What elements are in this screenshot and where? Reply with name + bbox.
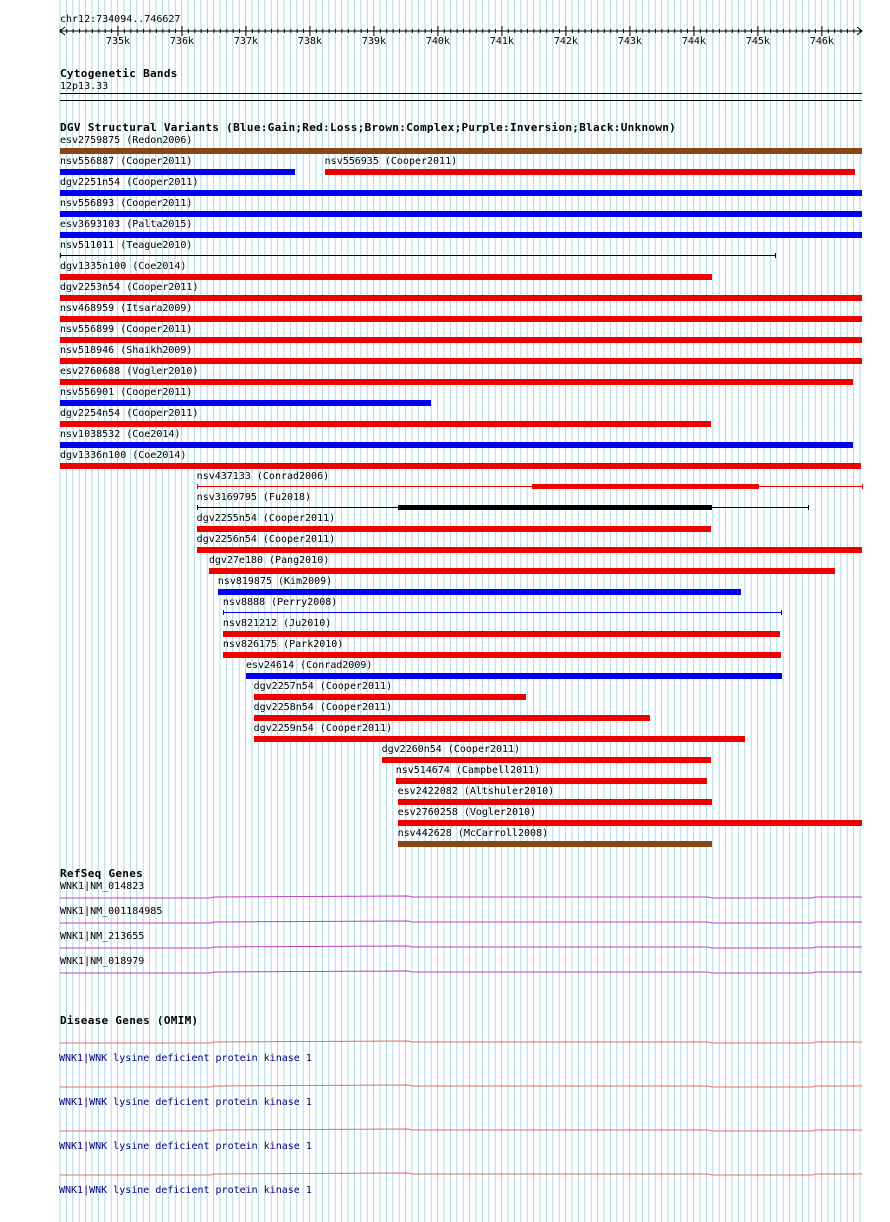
variant-bar[interactable]: [60, 295, 862, 301]
variant-bar[interactable]: [218, 589, 741, 595]
refseq-gene-line-path: [60, 946, 862, 948]
axis-tick-label: 744k: [681, 36, 706, 47]
omim-gene-line[interactable]: [0, 1038, 890, 1046]
variant-bar[interactable]: [60, 442, 853, 448]
variant-bar[interactable]: [209, 568, 835, 574]
refseq-gene-line[interactable]: [0, 943, 890, 951]
variant-bar[interactable]: [223, 631, 780, 637]
variant-bar[interactable]: [60, 379, 853, 385]
cytoband-track-title: Cytogenetic Bands: [60, 67, 178, 80]
refseq-gene-label[interactable]: WNK1|NM_018979: [60, 956, 145, 967]
refseq-gene-line-path: [60, 971, 862, 973]
variant-bar[interactable]: [254, 736, 745, 742]
variant-bar[interactable]: [398, 799, 713, 805]
variant-label[interactable]: nsv556901 (Cooper2011): [60, 387, 193, 398]
variant-label[interactable]: dgv2251n54 (Cooper2011): [60, 177, 199, 188]
variant-label[interactable]: nsv556893 (Cooper2011): [60, 198, 193, 209]
variant-label[interactable]: dgv2253n54 (Cooper2011): [60, 282, 199, 293]
omim-gene-line[interactable]: [0, 1126, 890, 1134]
omim-gene-label[interactable]: WNK1|WNK lysine deficient protein kinase 1: [59, 1141, 312, 1152]
variant-label[interactable]: nsv819875 (Kim2009): [217, 576, 333, 587]
variant-thin-line[interactable]: [60, 255, 775, 256]
variant-label[interactable]: nsv518946 (Shaikh2009): [60, 345, 193, 356]
axis-tick-label: 742k: [553, 36, 578, 47]
variant-thin-line[interactable]: [223, 612, 781, 613]
refseq-gene-label[interactable]: WNK1|NM_001184985: [60, 906, 163, 917]
variant-bar[interactable]: [60, 421, 711, 427]
variant-end-tick: [781, 610, 782, 615]
omim-gene-line[interactable]: [0, 1082, 890, 1090]
omim-gene-line-path: [60, 1129, 862, 1131]
variant-label[interactable]: dgv2260n54 (Cooper2011): [381, 744, 521, 755]
variant-label[interactable]: esv2760688 (Vogler2010): [60, 366, 199, 377]
variant-label[interactable]: nsv468959 (Itsara2009): [60, 303, 193, 314]
variant-bar[interactable]: [60, 148, 862, 154]
variant-label[interactable]: esv2422082 (Altshuler2010): [397, 786, 555, 797]
omim-gene-label[interactable]: WNK1|WNK lysine deficient protein kinase 1: [59, 1053, 312, 1064]
variant-end-tick: [223, 610, 224, 615]
variant-label[interactable]: dgv1336n100 (Coe2014): [60, 450, 187, 461]
axis-tick-label: 738k: [297, 36, 322, 47]
axis-tick-label: 745k: [745, 36, 770, 47]
variant-bar[interactable]: [60, 211, 862, 217]
variant-label[interactable]: dgv27e180 (Pang2010): [208, 555, 330, 566]
variant-bar[interactable]: [254, 694, 526, 700]
variant-bar[interactable]: [197, 547, 862, 553]
variant-bar[interactable]: [325, 169, 855, 175]
variant-end-tick: [197, 505, 198, 510]
refseq-gene-line-path: [60, 921, 862, 923]
axis-tick-label: 741k: [489, 36, 514, 47]
variant-label[interactable]: esv24614 (Conrad2009): [245, 660, 373, 671]
variant-bar[interactable]: [398, 820, 862, 826]
refseq-gene-label[interactable]: WNK1|NM_213655: [60, 931, 145, 942]
variant-label[interactable]: nsv3169795 (Fu2018): [196, 492, 312, 503]
variant-label[interactable]: dgv2259n54 (Cooper2011): [253, 723, 393, 734]
refseq-gene-label[interactable]: WNK1|NM_014823: [60, 881, 145, 892]
axis-tick-label: 740k: [425, 36, 450, 47]
variant-end-tick: [808, 505, 809, 510]
axis-tick-label: 739k: [361, 36, 386, 47]
refseq-gene-line[interactable]: [0, 968, 890, 976]
variant-label[interactable]: esv2759875 (Redon2006): [60, 135, 193, 146]
variant-label[interactable]: dgv2258n54 (Cooper2011): [253, 702, 393, 713]
variant-bar[interactable]: [246, 673, 782, 679]
variant-label[interactable]: nsv1038532 (Coe2014): [60, 429, 181, 440]
variant-bar[interactable]: [197, 526, 711, 532]
axis-tick-label: 737k: [233, 36, 259, 47]
variant-end-tick: [862, 484, 863, 489]
variant-end-tick: [60, 253, 61, 258]
variant-bar[interactable]: [254, 715, 650, 721]
variant-bar[interactable]: [223, 652, 781, 658]
variant-label[interactable]: nsv514674 (Campbell2011): [395, 765, 541, 776]
axis-tick-label: 735k: [105, 36, 131, 47]
omim-gene-line-path: [60, 1173, 862, 1175]
variant-bar[interactable]: [60, 358, 862, 364]
variant-bar[interactable]: [60, 274, 712, 280]
omim-track-title: Disease Genes (OMIM): [60, 1014, 199, 1027]
variant-label[interactable]: dgv2255n54 (Cooper2011): [196, 513, 336, 524]
variant-bar[interactable]: [60, 190, 862, 196]
variant-end-tick: [197, 484, 198, 489]
variant-label[interactable]: esv2760258 (Vogler2010): [397, 807, 537, 818]
variant-label[interactable]: nsv442628 (McCarroll2008): [397, 828, 549, 839]
variant-label[interactable]: esv3693103 (Palta2015): [60, 219, 193, 230]
variant-label[interactable]: dgv2257n54 (Cooper2011): [253, 681, 393, 692]
variant-bar[interactable]: [396, 778, 707, 784]
omim-gene-label[interactable]: WNK1|WNK lysine deficient protein kinase 1: [59, 1185, 312, 1196]
refseq-track-title: RefSeq Genes: [60, 867, 144, 880]
axis-tick-label: 736k: [169, 36, 195, 47]
dgv-track-title: DGV Structural Variants (Blue:Gain;Red:Loss;Brown:Complex;Purple:Inversion;Black:Unknown): [60, 121, 677, 134]
variant-core-bar[interactable]: [398, 505, 712, 510]
axis-tick-label: 743k: [617, 36, 642, 47]
variant-bar[interactable]: [60, 400, 431, 406]
variant-label[interactable]: dgv1335n100 (Coe2014): [60, 261, 187, 272]
variant-bar[interactable]: [382, 757, 712, 763]
refseq-gene-line[interactable]: [0, 918, 890, 926]
omim-gene-line-path: [60, 1085, 862, 1087]
variant-label[interactable]: nsv556935 (Cooper2011): [324, 156, 458, 167]
variant-bar[interactable]: [60, 463, 861, 469]
variant-label[interactable]: nsv8888 (Perry2008): [222, 597, 338, 608]
variant-thin-line[interactable]: [197, 486, 862, 487]
variant-label[interactable]: dgv2254n54 (Cooper2011): [60, 408, 199, 419]
refseq-gene-line[interactable]: [0, 893, 890, 901]
variant-label[interactable]: nsv821212 (Ju2010): [222, 618, 332, 629]
omim-gene-line[interactable]: [0, 1170, 890, 1178]
variant-bar[interactable]: [60, 169, 295, 175]
variant-label[interactable]: nsv826175 (Park2010): [222, 639, 344, 650]
omim-gene-line-path: [60, 1041, 862, 1043]
axis-tick-label: 746k: [809, 36, 834, 47]
variant-bar[interactable]: [60, 337, 862, 343]
variant-bar[interactable]: [398, 841, 713, 847]
variant-label[interactable]: nsv511011 (Teague2010): [60, 240, 193, 251]
variant-end-tick: [775, 253, 776, 258]
omim-gene-label[interactable]: WNK1|WNK lysine deficient protein kinase 1: [59, 1097, 312, 1108]
variant-label[interactable]: nsv556887 (Cooper2011): [60, 156, 193, 167]
refseq-gene-line-path: [60, 896, 862, 898]
locus-label: chr12:734094..746627: [60, 14, 181, 25]
variant-bar[interactable]: [60, 316, 862, 322]
variant-label[interactable]: nsv556899 (Cooper2011): [60, 324, 193, 335]
variant-bar[interactable]: [60, 232, 862, 238]
variant-core-bar[interactable]: [532, 484, 759, 489]
variant-label[interactable]: nsv437133 (Conrad2006): [196, 471, 330, 482]
cytoband-label[interactable]: 12p13.33: [60, 81, 109, 92]
variant-label[interactable]: dgv2256n54 (Cooper2011): [196, 534, 336, 545]
